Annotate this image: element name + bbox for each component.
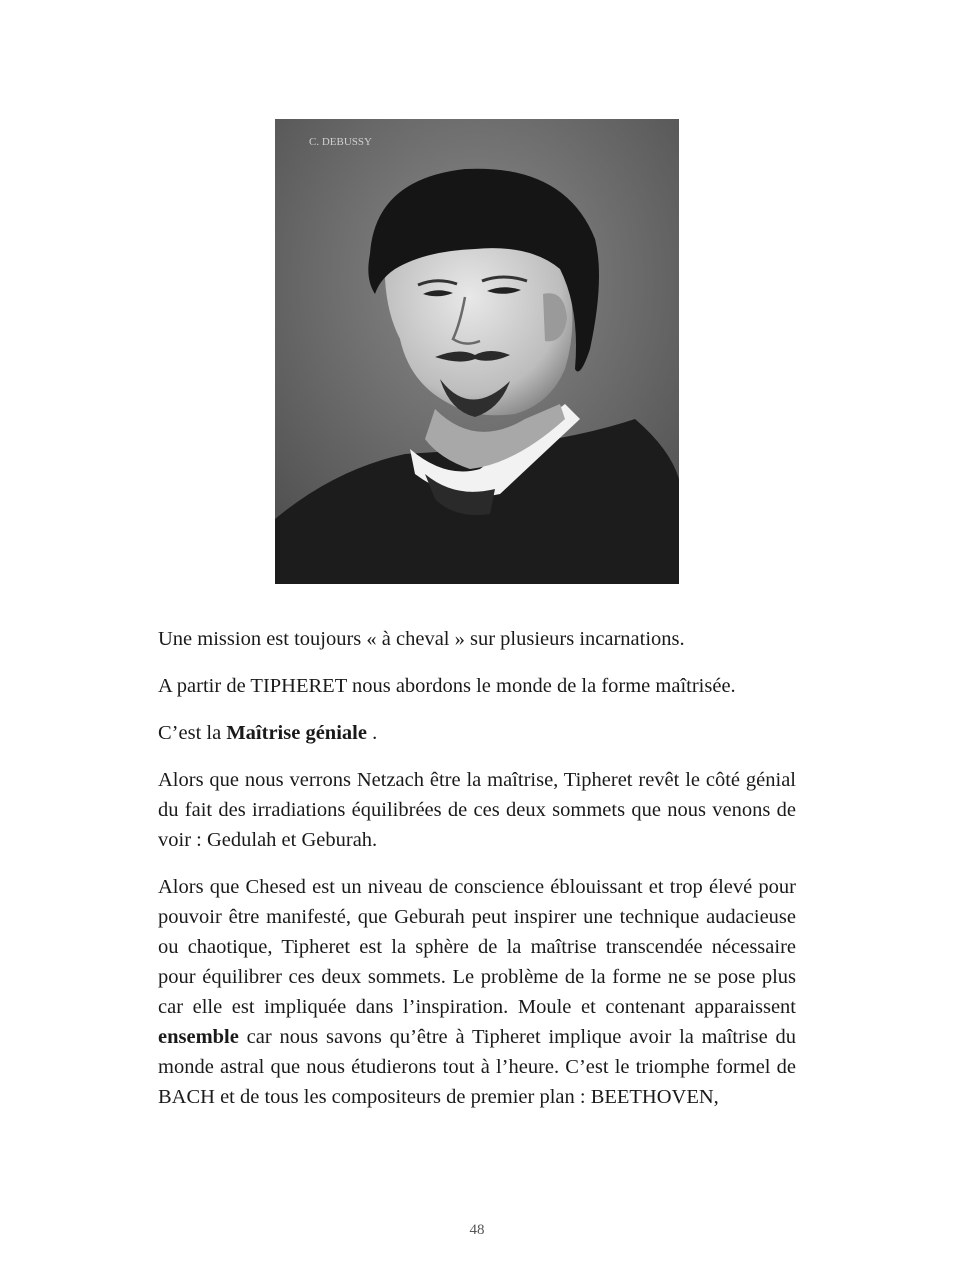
paragraph-1: Une mission est toujours « à cheval » sur plusieurs incarnations. <box>158 628 685 650</box>
body-text <box>158 624 796 1112</box>
paragraph-3-prefix: C’est la <box>158 722 227 744</box>
paragraph-5-bold: ensemble <box>158 1026 239 1048</box>
portrait-inscription: C. DEBUSSY <box>309 136 372 148</box>
portrait-drawing <box>275 119 679 584</box>
paragraph-5-part2: car nous savons qu’être à Tipheret implique avoir la maîtrise du monde astral que nous étudierons tout à l’heure. C’est le triomphe formel de BACH et de tous les compositeurs de premier plan : BEETHOVEN, <box>158 1026 796 1108</box>
paragraph-3-bold: Maîtrise géniale <box>226 722 367 744</box>
paragraph-3-suffix: . <box>366 722 378 744</box>
paragraph-4: Alors que nous verrons Netzach être la maîtrise, Tipheret revêt le côté génial du fait des irradiations équilibrées de ces deux sommets que nous venons de voir : Gedulah et Geburah. <box>158 769 796 851</box>
paragraph-3 <box>158 718 796 748</box>
paragraph-5 <box>158 872 796 1112</box>
portrait-image <box>275 119 679 584</box>
paragraph-2: A partir de TIPHERET nous abordons le monde de la forme maîtrisée. <box>158 675 736 697</box>
page-number: 48 <box>469 1222 485 1238</box>
paragraph-5-part1: Alors que Chesed est un niveau de conscience éblouissant et trop élevé pour pouvoir être manifesté, que Geburah peut inspirer une technique audacieuse ou chaotique, Tipheret est la sphère de la maîtrise transcendée nécessaire pour équilibrer ces deux sommets. Le problème de la forme ne se pose plus car elle est impliquée dans l’inspiration. Moule et contenant apparaissent <box>158 876 796 1018</box>
